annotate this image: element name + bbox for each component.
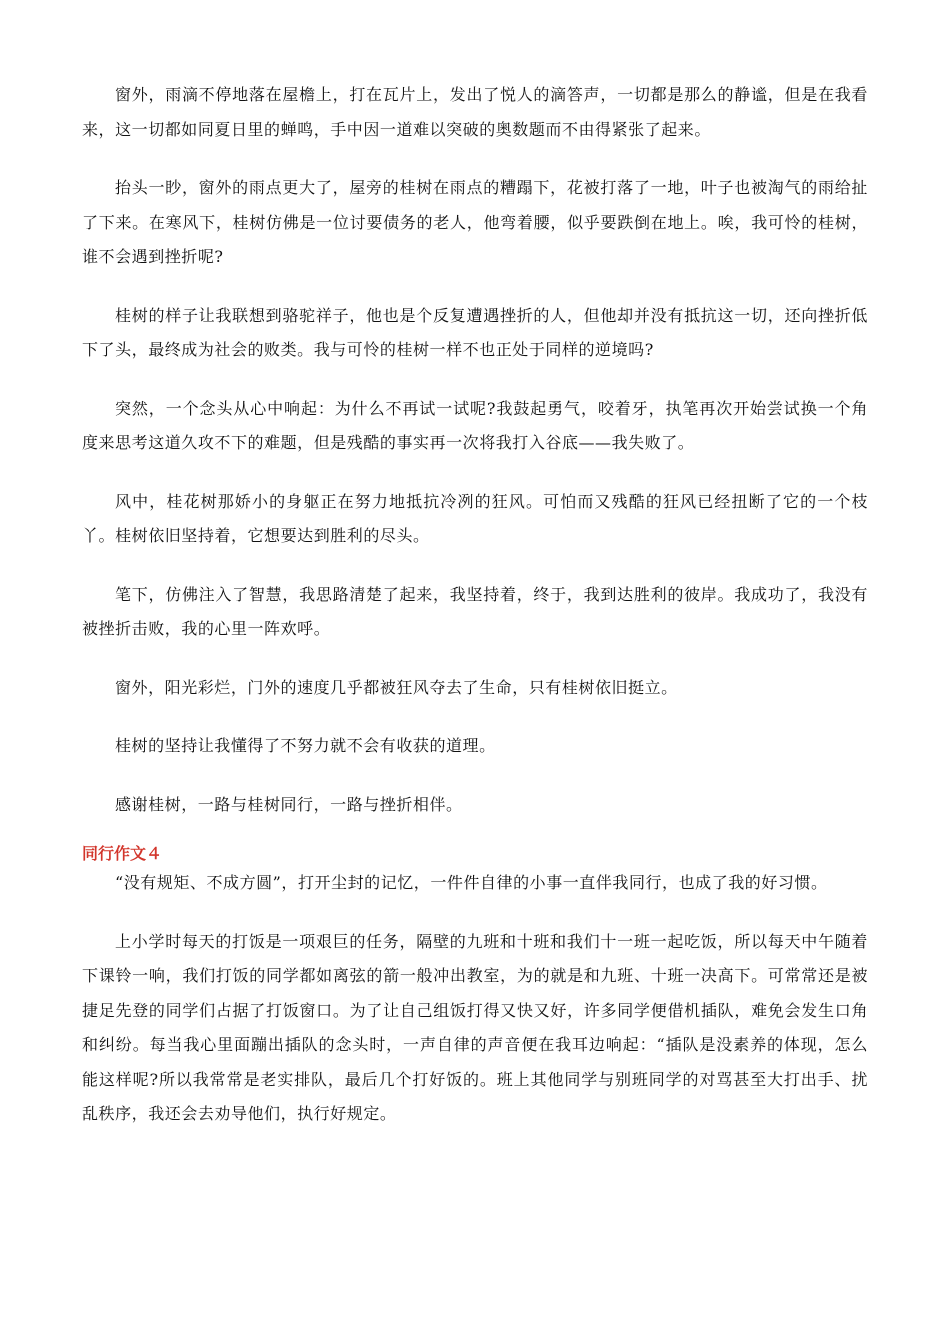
- paragraph-8: 桂树的坚持让我懂得了不努力就不会有收获的道理。: [115, 736, 496, 755]
- paragraph-3: 桂树的样子让我联想到骆驼祥子，他也是个反复遭遇挫折的人，但他却并没有抵抗这一切，还向挫折低下了头，最终成为社会的败类。我与可怜的桂树一样不也正处于同样的逆境吗?: [82, 305, 868, 359]
- paragraph-6: 笔下，仿佛注入了智慧，我思路清楚了起来，我坚持着，终于，我到达胜利的彼岸。我成功了，我没有被挫折击败，我的心里一阵欢呼。: [82, 584, 868, 638]
- section-heading: 同行作文４: [82, 844, 163, 863]
- document-page: [82, 78, 868, 1156]
- paragraph-9: 感谢桂树，一路与桂树同行，一路与挫折相伴。: [115, 794, 463, 814]
- paragraph-2: 抬头一眇，窗外的雨点更大了，屋旁的桂树在雨点的糟蹋下，花被打落了一地，叶子也被淘气的雨给扯了下来。在寒风下，桂树仿佛是一位讨要债务的老人，他弯着腰，似乎要跌倒在地上。唉，我可怜的桂树，谁不会遇到挫折呢?: [82, 178, 868, 266]
- paragraph-10: “没有规矩、不成方圆”，打开尘封的记忆，一件件自律的小事一直伴我同行，也成了我的好习惯。: [115, 873, 828, 892]
- paragraph-1: 窗外，雨滴不停地落在屋檐上，打在瓦片上，发出了悦人的滴答声，一切都是那么的静谧，但是在我看来，这一切都如同夏日里的蝉鸣，手中因一道难以突破的奥数题而不由得紧张了起来。: [82, 85, 868, 139]
- paragraph-4: 突然，一个念头从心中响起：为什么不再试一试呢?我鼓起勇气，咬着牙，执笔再次开始尝试换一个角度来思考这道久攻不下的难题，但是残酷的事实再一次将我打入谷底——我失败了。: [82, 398, 868, 452]
- paragraph-11: 上小学时每天的打饭是一项艰巨的任务，隔壁的九班和十班和我们十一班一起吃饭，所以每天中午随着下课铃一响，我们打饭的同学都如离弦的箭一般冲出教室，为的就是和九班、十班一决高下。可常常还是被捷足先登的同学们占据了打饭窗口。为了让自己组饭打得又快又好，许多同学便借机插队，难免会发生口角和纠纷。每当我心里面蹦出插队的念头时，一声自律的声音便在我耳边响起：“插队是没素养的体现，怎么能这样呢?所以我常常是老实排队，最后几个打好饭的。班上其他同学与别班同学的对骂甚至大打出手、扰乱秩序，我还会去劝导他们，执行好规定。: [82, 931, 868, 1123]
- paragraph-5: 风中，桂花树那娇小的身躯正在努力地抵抗冷冽的狂风。可怕而又残酷的狂风已经扭断了它的一个枝丫。桂树依旧坚持着，它想要达到胜利的尽头。: [82, 491, 868, 545]
- paragraph-7: 窗外，阳光彩烂，门外的速度几乎都被狂风夺去了生命，只有桂树依旧挺立。: [115, 677, 678, 697]
